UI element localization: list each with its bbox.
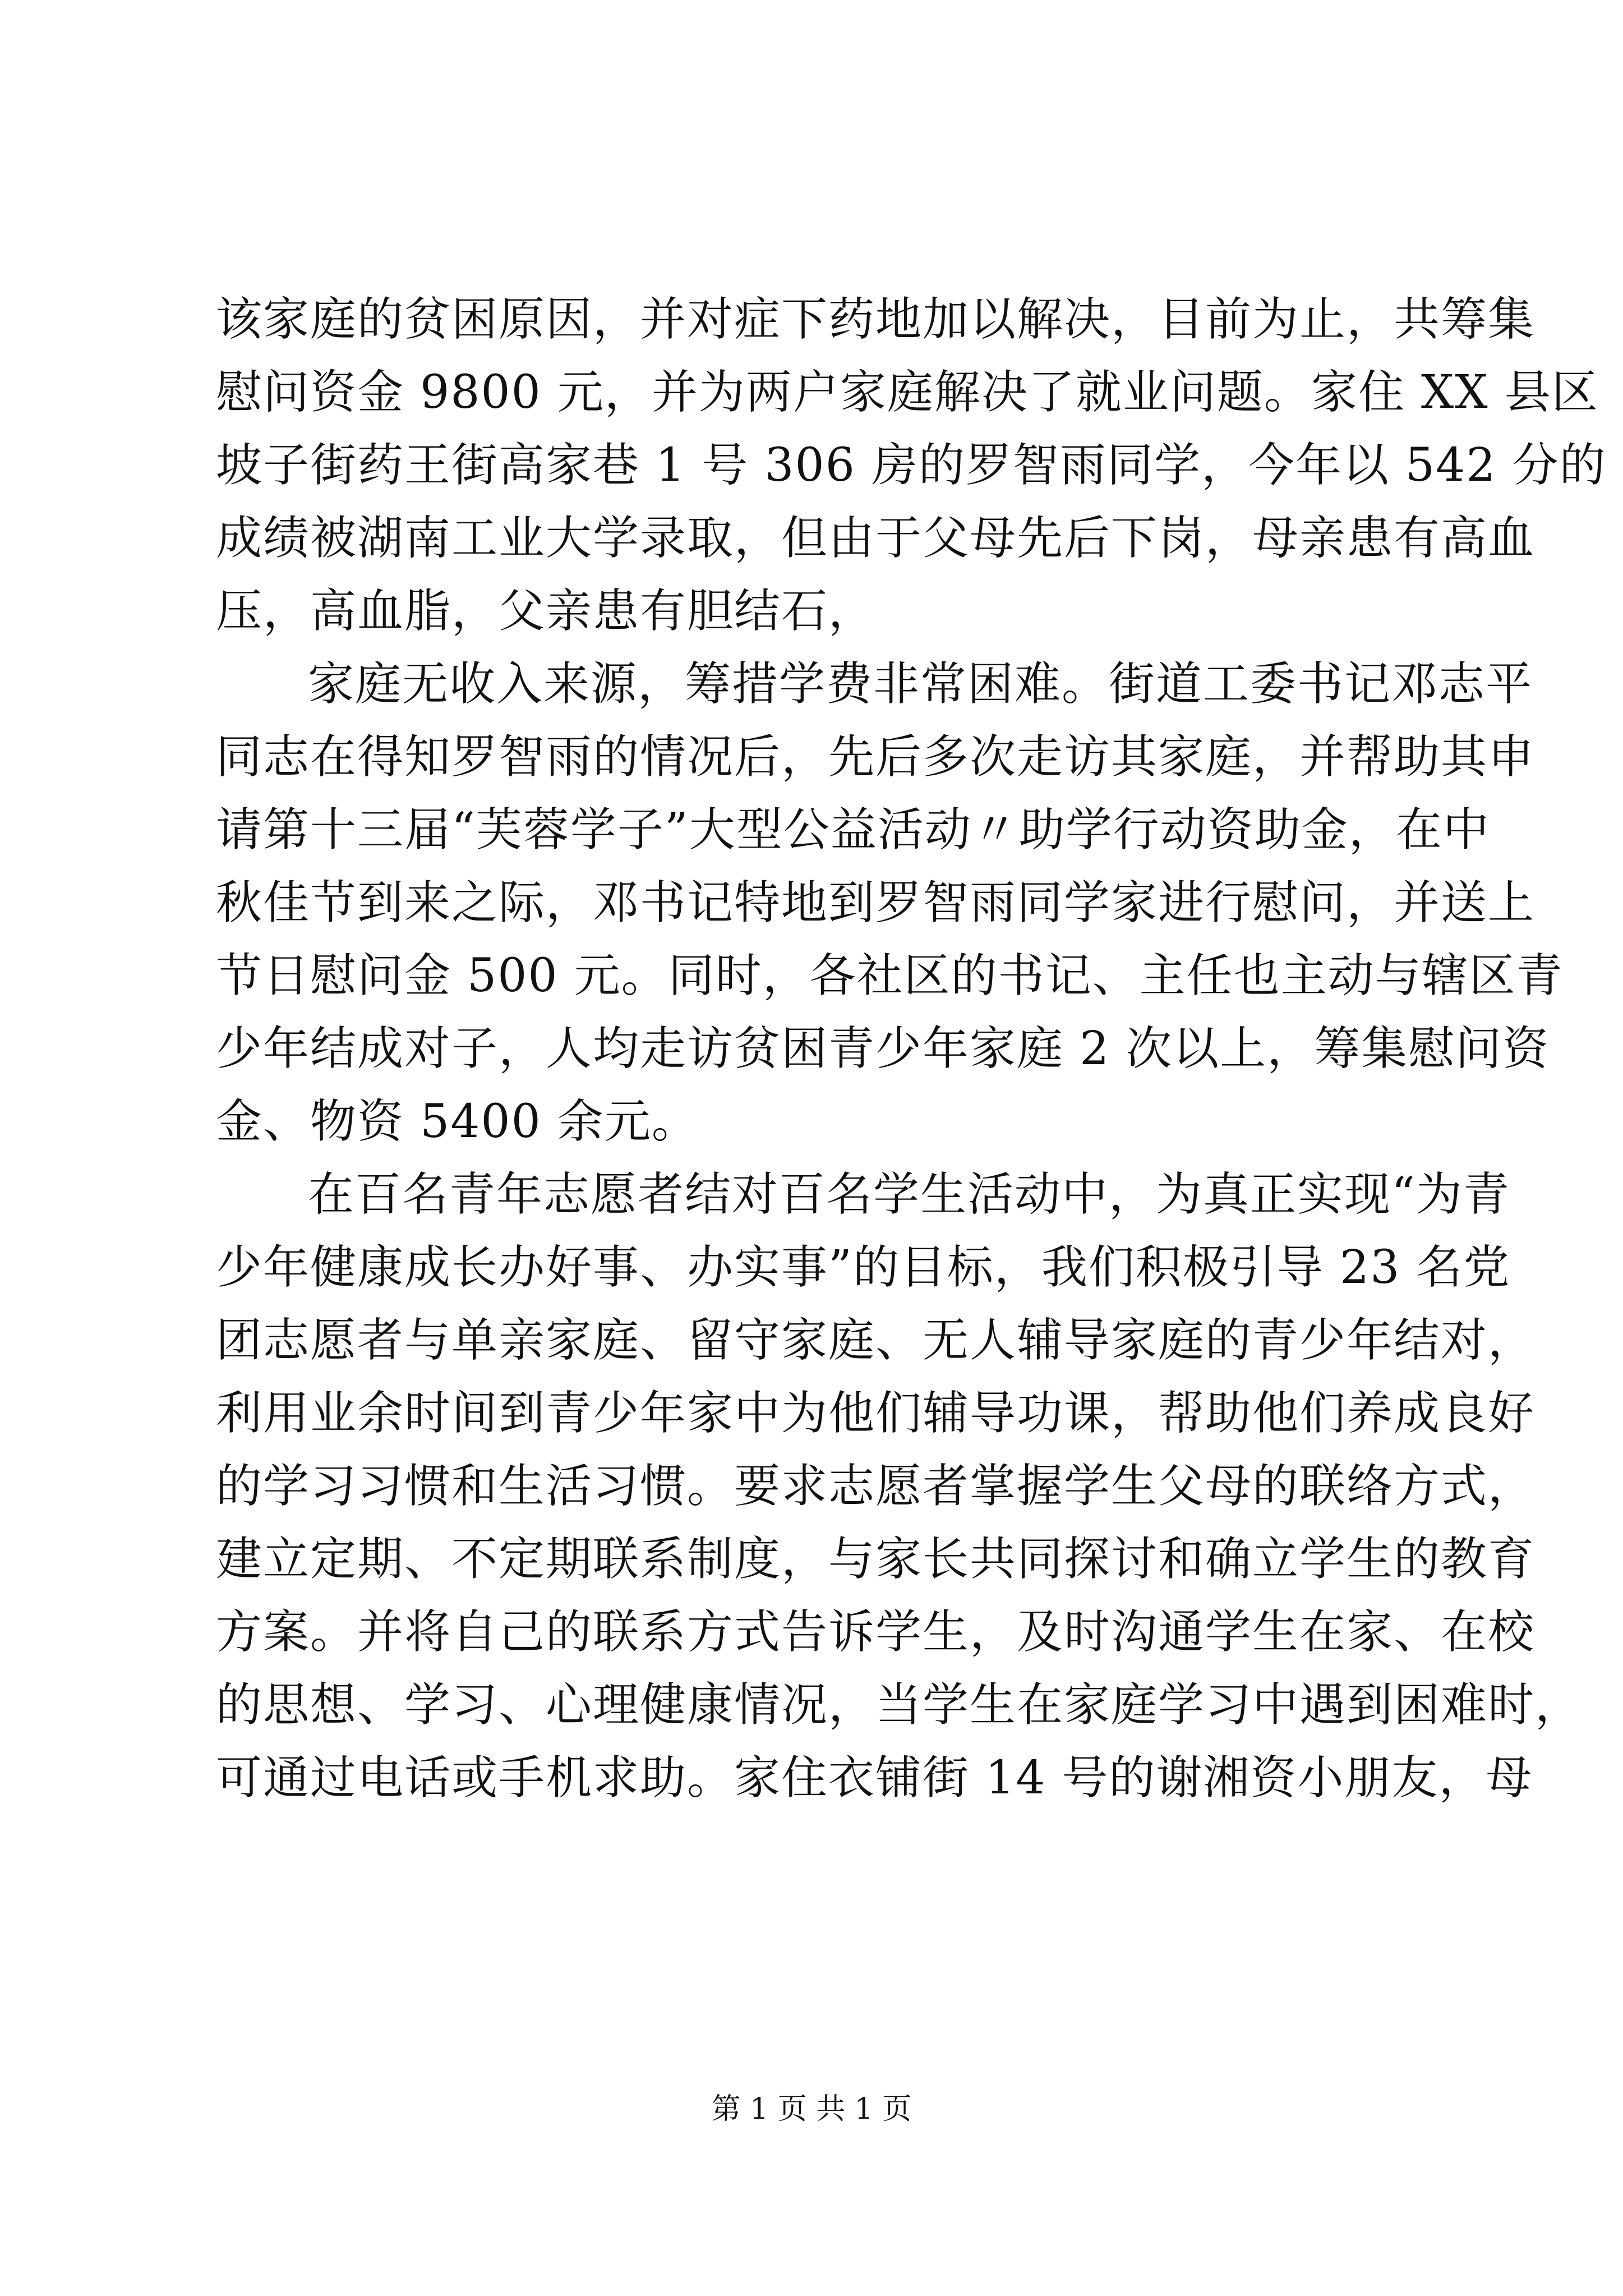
text-line: 坡子街药王街高家巷 1 号 306 房的罗智雨同学，今年以 542 分的 [216, 439, 1607, 492]
text-line: 少年结成对子，人均走访贫困青少年家庭 2 次以上，筹集慰问资 [216, 1022, 1550, 1075]
text-line: 少年健康成长办好事、办实事”的目标，我们积极引导 23 名党 [216, 1241, 1511, 1294]
text-line: 方案。并将自己的联系方式告诉学生，及时沟通学生在家、在校 [216, 1605, 1536, 1659]
body-text [216, 283, 1607, 1815]
text-line: 金、物资 5400 余元。 [216, 1095, 699, 1148]
text-line: 建立定期、不定期联系制度，与家长共同探讨和确立学生的教育 [216, 1533, 1536, 1586]
text-line: 同志在得知罗智雨的情况后，先后多次走访其家庭，并帮助其申 [216, 730, 1536, 784]
text-line: 团志愿者与单亲家庭、留守家庭、无人辅导家庭的青少年结对， [216, 1314, 1536, 1367]
text-line: 成绩被湖南工业大学录取，但由于父母先后下岗，母亲患有高血 [216, 512, 1536, 565]
page-footer: 第 1 页 共 1 页 [711, 2092, 912, 2126]
text-line: 慰问资金 9800 元，并为两户家庭解决了就业问题。家住 XX 县区 [216, 366, 1599, 419]
text-line: 可通过电话或手机求助。家住衣铺街 14 号的谢湘资小朋友，母 [216, 1751, 1533, 1805]
text-line: 压，高血脂，父亲患有胆结石， [216, 585, 876, 638]
text-line: 的学习习惯和生活习惯。要求志愿者掌握学生父母的联络方式， [216, 1460, 1536, 1513]
text-line: 请第十三届“芙蓉学子”大型公益活动〃助学行动资助金，在中 [216, 803, 1490, 857]
text-line: 秋佳节到来之际，邓书记特地到罗智雨同学家进行慰问，并送上 [216, 876, 1536, 930]
paragraph-first-line: 在百名青年志愿者结对百名学生活动中，为真正实现“为青 [308, 1168, 1510, 1221]
text-line: 的思想、学习、心理健康情况，当学生在家庭学习中遇到困难时， [216, 1678, 1583, 1732]
text-line: 该家庭的贫困原因，并对症下药地加以解决，目前为止，共筹集 [216, 293, 1536, 346]
text-line: 利用业余时间到青少年家中为他们辅导功课，帮助他们养成良好 [216, 1387, 1536, 1440]
paragraph-first-line: 家庭无收入来源，筹措学费非常困难。街道工委书记邓志平 [308, 657, 1533, 711]
text-line: 节日慰问金 500 元。同时，各社区的书记、主任也主动与辖区青 [216, 949, 1564, 1002]
